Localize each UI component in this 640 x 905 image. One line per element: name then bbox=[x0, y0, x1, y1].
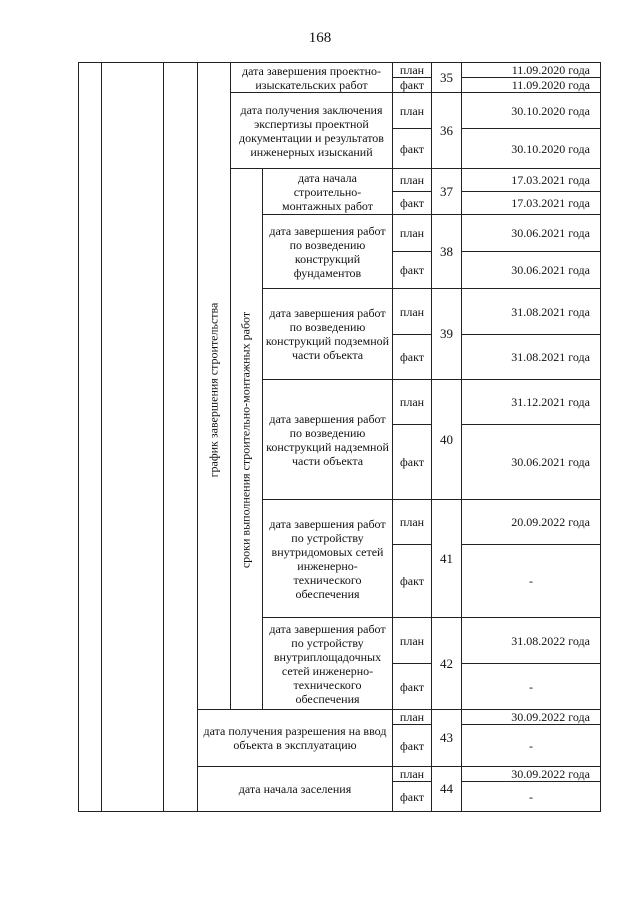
row-40-number: 40 bbox=[431, 379, 462, 500]
row-36-fact-date: 30.10.2020 года bbox=[461, 128, 601, 169]
row-43-label: дата получения разрешения на ввод объекта в эксплуатацию bbox=[197, 709, 393, 767]
row-39-plan-label: план bbox=[392, 288, 432, 335]
row-43-number: 43 bbox=[431, 709, 462, 767]
row-38-plan-label: план bbox=[392, 214, 432, 252]
row-35-label: дата завершения проектно-изыскательских работ bbox=[230, 62, 393, 93]
row-42-label: дата завершения работ по устройству внутриплощадочных сетей инженерно-технического обеспечения bbox=[262, 617, 393, 710]
row-44-plan-label: план bbox=[392, 766, 432, 782]
row-35-fact-date: 11.09.2020 года bbox=[461, 77, 601, 93]
row-42-plan-label: план bbox=[392, 617, 432, 664]
row-43-fact-label: факт bbox=[392, 724, 432, 767]
row-38-label: дата завершения работ по возведению конструкций фундаментов bbox=[262, 214, 393, 289]
row-42-fact-label: факт bbox=[392, 663, 432, 710]
column-2 bbox=[101, 62, 164, 812]
row-37-plan-label: план bbox=[392, 168, 432, 192]
row-39-label: дата завершения работ по возведению конструкций подземной части объекта bbox=[262, 288, 393, 380]
row-41-fact-date: - bbox=[461, 544, 601, 618]
row-40-fact-label: факт bbox=[392, 424, 432, 500]
row-42-plan-date: 31.08.2022 года bbox=[461, 617, 601, 664]
row-44-label: дата начала заселения bbox=[197, 766, 393, 812]
row-37-fact-date: 17.03.2021 года bbox=[461, 191, 601, 215]
row-44-fact-label: факт bbox=[392, 781, 432, 812]
row-40-label: дата завершения работ по возведению конструкций надземной части объекта bbox=[262, 379, 393, 500]
row-36-fact-label: факт bbox=[392, 128, 432, 169]
row-36-number: 36 bbox=[431, 92, 462, 169]
row-35-plan-label: план bbox=[392, 62, 432, 78]
row-36-plan-date: 30.10.2020 года bbox=[461, 92, 601, 129]
row-35-number: 35 bbox=[431, 62, 462, 93]
row-35-plan-date: 11.09.2020 года bbox=[461, 62, 601, 78]
row-37-number: 37 bbox=[431, 168, 462, 215]
column-1 bbox=[78, 62, 102, 812]
row-42-fact-date: - bbox=[461, 663, 601, 710]
row-43-fact-date: - bbox=[461, 724, 601, 767]
row-43-plan-label: план bbox=[392, 709, 432, 725]
row-41-number: 41 bbox=[431, 499, 462, 618]
page-number: 168 bbox=[308, 30, 332, 46]
row-40-fact-date: 30.06.2021 года bbox=[461, 424, 601, 500]
column-3 bbox=[163, 62, 198, 812]
row-40-plan-label: план bbox=[392, 379, 432, 425]
row-39-fact-date: 31.08.2021 года bbox=[461, 334, 601, 380]
construction-terms-vertical-label: сроки выполнения строительно-монтажных работ bbox=[238, 311, 253, 569]
row-39-number: 39 bbox=[431, 288, 462, 380]
row-36-label: дата получения заключения экспертизы проектной документации и результатов инженерных изысканий bbox=[230, 92, 393, 169]
row-44-number: 44 bbox=[431, 766, 462, 812]
row-39-fact-label: факт bbox=[392, 334, 432, 380]
row-37-plan-date: 17.03.2021 года bbox=[461, 168, 601, 192]
row-35-fact-label: факт bbox=[392, 77, 432, 93]
row-41-plan-date: 20.09.2022 года bbox=[461, 499, 601, 545]
row-40-plan-date: 31.12.2021 года bbox=[461, 379, 601, 425]
row-41-fact-label: факт bbox=[392, 544, 432, 618]
row-38-number: 38 bbox=[431, 214, 462, 289]
row-37-fact-label: факт bbox=[392, 191, 432, 215]
row-41-plan-label: план bbox=[392, 499, 432, 545]
schedule-vertical-label: график завершения строительства bbox=[206, 302, 221, 478]
row-36-plan-label: план bbox=[392, 92, 432, 129]
row-44-plan-date: 30.09.2022 года bbox=[461, 766, 601, 782]
row-38-fact-date: 30.06.2021 года bbox=[461, 251, 601, 289]
row-39-plan-date: 31.08.2021 года bbox=[461, 288, 601, 335]
row-43-plan-date: 30.09.2022 года bbox=[461, 709, 601, 725]
row-38-fact-label: факт bbox=[392, 251, 432, 289]
row-41-label: дата завершения работ по устройству внутридомовых сетей инженерно-технического обеспечения bbox=[262, 499, 393, 618]
row-44-fact-date: - bbox=[461, 781, 601, 812]
row-37-label: дата начала строительно-монтажных работ bbox=[262, 168, 393, 215]
row-42-number: 42 bbox=[431, 617, 462, 710]
row-38-plan-date: 30.06.2021 года bbox=[461, 214, 601, 252]
